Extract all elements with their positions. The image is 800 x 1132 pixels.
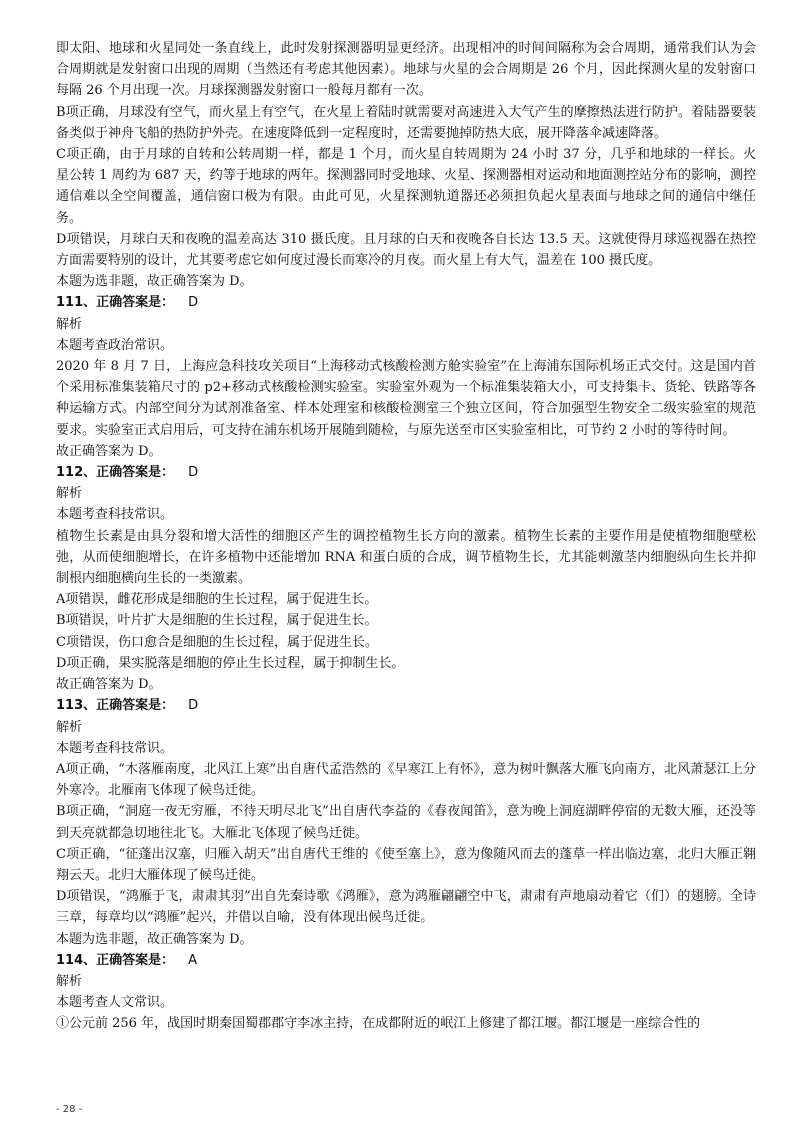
paragraph: B项正确，月球没有空气，而火星上有空气，在火星上着陆时就需要对高速进入大气产生的摩擦热法进行防护。着陆器要装备类似于神舟飞船的热防护外壳。在速度降低到一定程度时，还需要抛掉防热大底，展开降落伞减速降落。 — [56, 104, 756, 141]
question-number: 111、正确答案是： — [56, 295, 175, 311]
question-answer: D — [188, 698, 199, 714]
question-answer: D — [188, 465, 199, 481]
paragraph: D项错误，“鸿雁于飞，肃肃其羽”出自先秦诗歌《鸿雁》，意为鸿雁翩翩空中飞，肃肃有声地扇动着它（们）的翅膀。全诗三章，每章均以“鸿雁”起兴，并借以自喻，没有体现出候鸟迁徙。 — [56, 889, 756, 926]
question-heading — [56, 950, 756, 971]
question-number: 114、正确答案是： — [56, 952, 175, 968]
paragraph: ①公元前 256 年，战国时期秦国蜀郡郡守李冰主持，在成都附近的岷江上修建了都江堰。都江堰是一座综合性的 — [56, 1016, 701, 1032]
paragraph: 故正确答案为 D。 — [56, 677, 162, 693]
paragraph: C项错误，伤口愈合是细胞的生长过程，属于促进生长。 — [56, 634, 378, 650]
paragraph: C项正确，“征蓬出汉塞，归雁入胡天”出自唐代王维的《使至塞上》，意为像随风而去的蓬草一样出临边塞，北归大雁正翱翔云天。北归大雁体现了候鸟迁徙。 — [56, 846, 756, 883]
paragraph: 植物生长素是由具分裂和增大活性的细胞区产生的调控植物生长方向的激素。植物生长素的主要作用是使植物细胞壁松弛，从而使细胞增长，在许多植物中还能增加 RNA 和蛋白质的合成，调节植物生长，尤其能刺激茎内细胞纵向生长并抑制根内细胞横向生长的一类激素。 — [56, 528, 756, 587]
paragraph: 本题为选非题，故正确答案为 D。 — [56, 931, 253, 947]
page-number: - 28 - — [56, 1104, 83, 1115]
paragraph: B项正确，“洞庭一夜无穷雁，不待天明尽北飞”出自唐代李益的《春夜闻笛》，意为晚上洞庭湖畔停宿的无数大雁，还没等到天亮就都急切地往北飞。大雁北飞体现了候鸟迁徙。 — [56, 804, 756, 841]
question-heading — [56, 292, 756, 313]
paragraph: C项正确，由于月球的自转和公转周期一样，都是 1 个月，而火星自转周期为 24 小时 37 分，几乎和地球的一样长。火星公转 1 周约为 687 天，约等于地球的两年。探测器同时受地球、火星、探测器相对运动和地面测控站分布的影响，测控通信难以全空间覆盖，通信窗口极为有限。由此可见，火星探测轨道器还必须担负起火星表面与地球之间的通信中继任务。 — [56, 147, 756, 226]
question-113 — [56, 695, 756, 949]
paragraph: D项错误，月球白天和夜晚的温差高达 310 摄氏度。且月球的白天和夜晚各自长达 13.5 天。这就使得月球巡视器在热控方面需要特别的设计，尤其要考虑它如何度过漫长而寒冷的月夜。而火星上有大气，温差在 100 摄氏度。 — [56, 231, 756, 269]
paragraph: 本题考查政治常识。 — [56, 337, 174, 353]
question-heading — [56, 462, 756, 483]
paragraph: 本题考查科技常识。 — [56, 740, 174, 756]
question-number: 112、正确答案是： — [56, 465, 175, 481]
paragraph: B项错误，叶片扩大是细胞的生长过程，属于促进生长。 — [56, 613, 378, 629]
question-number: 113、正确答案是： — [56, 698, 175, 714]
paragraph: 解析 — [56, 973, 83, 989]
paragraph: 解析 — [56, 719, 83, 735]
question-answer: D — [188, 295, 199, 311]
paragraph: A项正确，“木落雁南度，北风江上寒”出自唐代孟浩然的《早寒江上有怀》，意为树叶飘落大雁飞向南方，北风萧瑟江上分外寒冷。北雁南飞体现了候鸟迁徙。 — [56, 761, 756, 799]
question-answer: A — [188, 952, 198, 968]
paragraph: 本题考查人文常识。 — [56, 995, 174, 1011]
paragraph: A项错误，雌花形成是细胞的生长过程，属于促进生长。 — [56, 592, 378, 608]
document-body — [56, 38, 756, 1035]
paragraph: 2020 年 8 月 7 日，上海应急科技攻关项目“上海移动式核酸检测方舱实验室”在上海浦东国际机场正式交付。这是国内首个采用标准集装箱尺寸的 p2+移动式核酸检测实验室。实验室外观为一个标准集装箱大小，可支持集卡、货轮、铁路等各种运输方式。内部空间分为试剂准备室、样本处理室和核酸检测室三个独立区间，符合加强型生物安全二级实验室的规范要求。实验室正式启用后，可支持在浦东机场开展随到随检，与原先送至市区实验室相比，可节约 2 小时的等待时间。 — [56, 359, 756, 438]
question-heading — [56, 695, 756, 716]
question-114 — [56, 950, 756, 1035]
paragraph: 本题为选非题，故正确答案为 D。 — [56, 274, 253, 290]
paragraph: D项正确，果实脱落是细胞的停止生长过程，属于抑制生长。 — [56, 655, 405, 671]
paragraph: 故正确答案为 D。 — [56, 443, 162, 459]
paragraph: 解析 — [56, 486, 83, 502]
paragraph: 解析 — [56, 316, 83, 332]
paragraph: 即太阳、地球和火星同处一条直线上，此时发射探测器明显更经济。出现相冲的时间间隔称为会合周期，通常我们认为会合周期就是发射窗口出现的周期（当然还有考虑其他因素）。地球与火星的会合周期是 26 个月，因此探测火星的发射窗口每隔 26 个月出现一次。月球探测器发射窗口一般每月都有一次。 — [56, 41, 756, 99]
paragraph: 本题考查科技常识。 — [56, 507, 174, 523]
question-111 — [56, 292, 756, 462]
question-112 — [56, 462, 756, 695]
